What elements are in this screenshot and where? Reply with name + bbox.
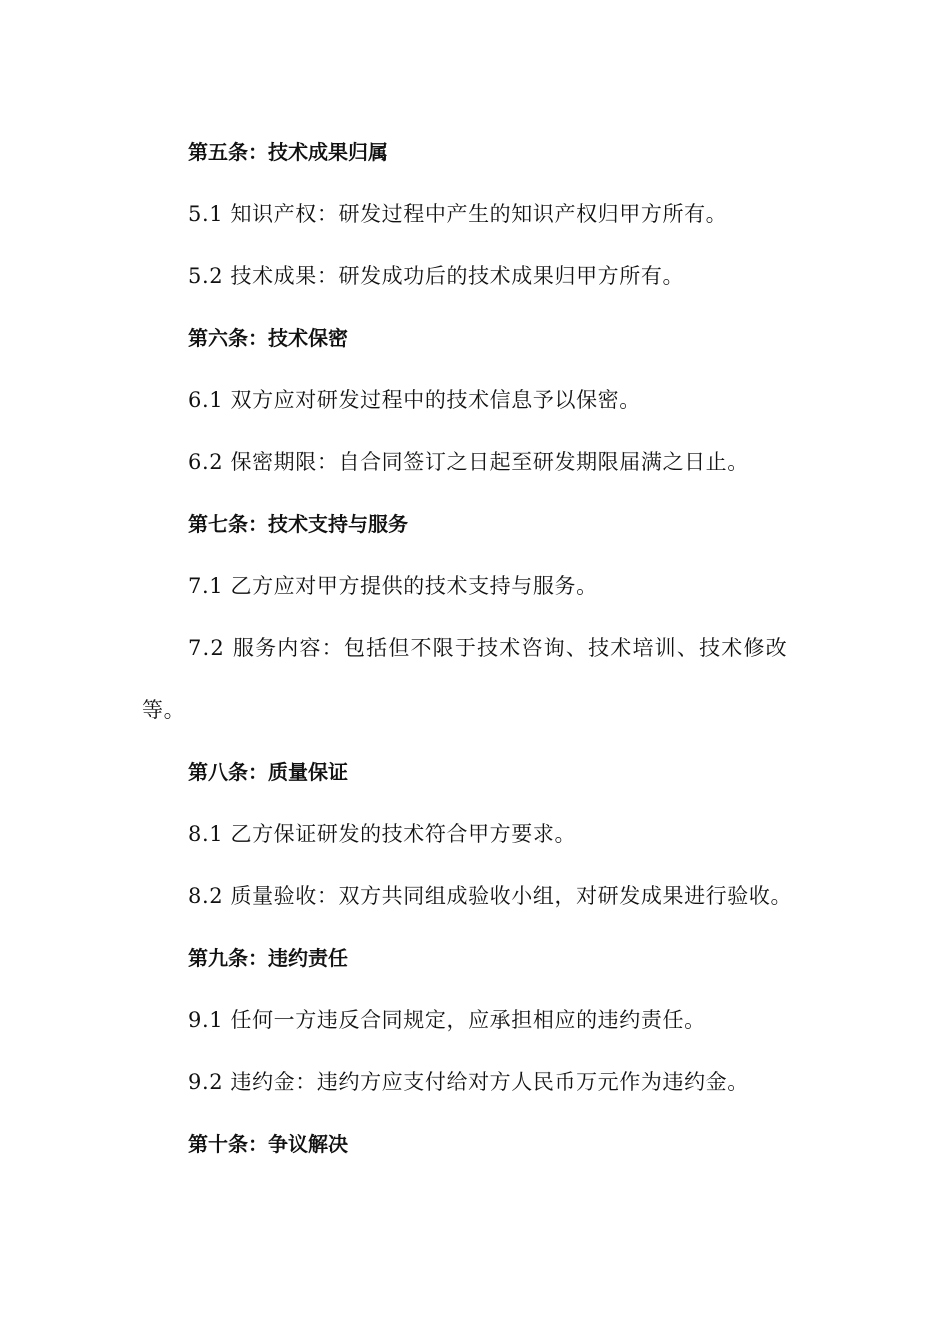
clause-5-1: 5.1 知识产权：研发过程中产生的知识产权归甲方所有。: [188, 202, 728, 226]
clause-9-1: 9.1 任何一方违反合同规定，应承担相应的违约责任。: [188, 1008, 706, 1032]
section-heading-8: 第八条：质量保证: [188, 760, 348, 784]
clause-6-1: 6.1 双方应对研发过程中的技术信息予以保密。: [188, 388, 641, 412]
clause-7-1: 7.1 乙方应对甲方提供的技术支持与服务。: [188, 574, 598, 598]
section-heading-10: 第十条：争议解决: [188, 1132, 348, 1156]
clause-7-2: 7.2 服务内容：包括但不限于技术咨询、技术培训、技术修改: [188, 636, 788, 660]
clause-5-2: 5.2 技术成果：研发成功后的技术成果归甲方所有。: [188, 264, 685, 288]
clause-9-2: 9.2 违约金：违约方应支付给对方人民币万元作为违约金。: [188, 1070, 749, 1094]
section-heading-9: 第九条：违约责任: [188, 946, 348, 970]
clause-7-2-continuation: 等。: [142, 698, 186, 722]
clause-8-2: 8.2 质量验收：双方共同组成验收小组，对研发成果进行验收。: [188, 884, 793, 908]
document-body: [142, 126, 822, 1180]
clause-6-2: 6.2 保密期限：自合同签订之日起至研发期限届满之日止。: [188, 450, 749, 474]
section-heading-6: 第六条：技术保密: [188, 326, 348, 350]
section-heading-5: 第五条：技术成果归属: [188, 140, 388, 164]
clause-8-1: 8.1 乙方保证研发的技术符合甲方要求。: [188, 822, 577, 846]
section-heading-7: 第七条：技术支持与服务: [188, 512, 408, 536]
